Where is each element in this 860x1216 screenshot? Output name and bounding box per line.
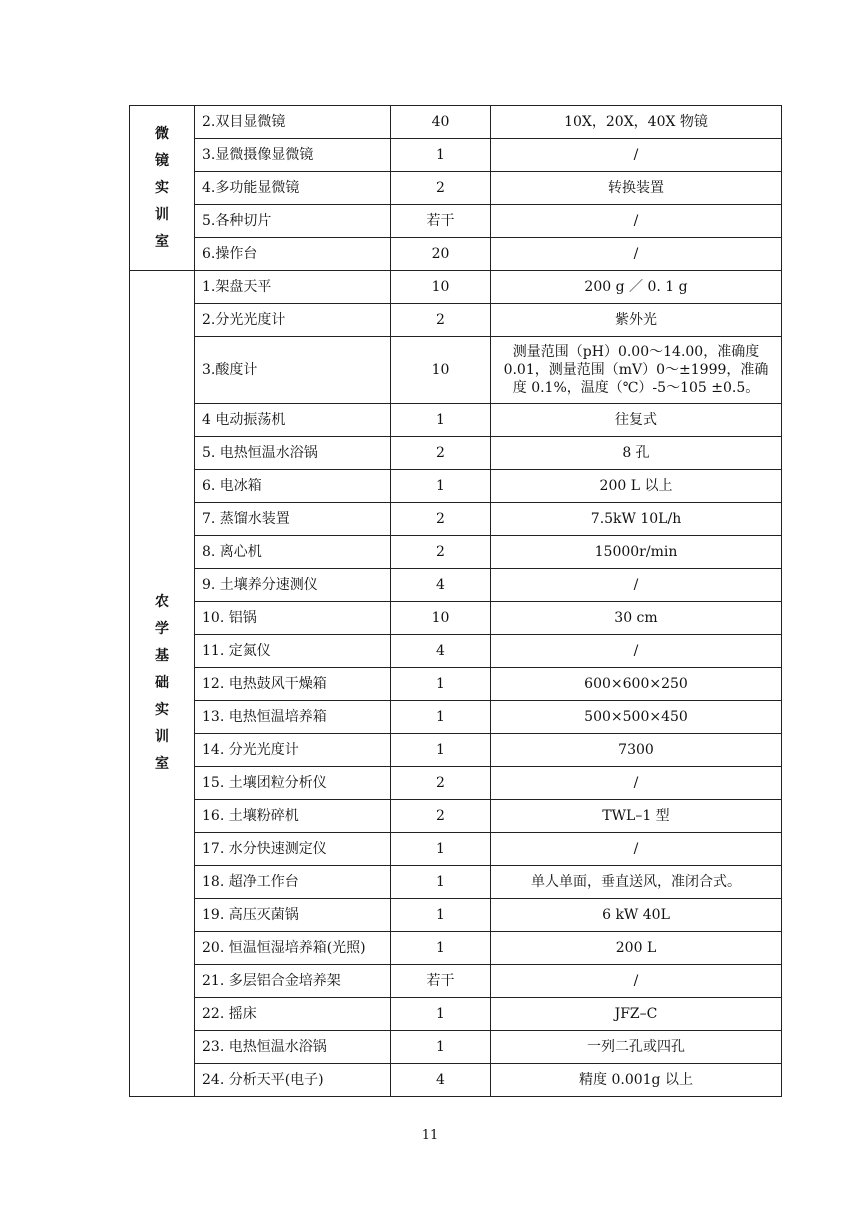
equipment-quantity: 1 xyxy=(391,833,491,866)
equipment-spec: 紫外光 xyxy=(491,304,782,337)
equipment-quantity: 4 xyxy=(391,569,491,602)
equipment-name: 23. 电热恒温水浴锅 xyxy=(195,1031,391,1064)
table-row xyxy=(130,965,782,998)
equipment-quantity: 若干 xyxy=(391,965,491,998)
equipment-name: 5. 电热恒温水浴锅 xyxy=(195,437,391,470)
table-row xyxy=(130,1064,782,1097)
equipment-name: 11. 定氮仪 xyxy=(195,635,391,668)
table-row xyxy=(130,932,782,965)
equipment-spec: 转换装置 xyxy=(491,172,782,205)
equipment-spec: 往复式 xyxy=(491,404,782,437)
equipment-name: 4.多功能显微镜 xyxy=(195,172,391,205)
equipment-spec: TWL–1 型 xyxy=(491,800,782,833)
equipment-name: 21. 多层铝合金培养架 xyxy=(195,965,391,998)
equipment-name: 14. 分光光度计 xyxy=(195,734,391,767)
table-row xyxy=(130,503,782,536)
equipment-spec: 8 孔 xyxy=(491,437,782,470)
table-row xyxy=(130,536,782,569)
table-row xyxy=(130,734,782,767)
equipment-quantity: 若干 xyxy=(391,205,491,238)
equipment-name: 24. 分析天平(电子) xyxy=(195,1064,391,1097)
equipment-quantity: 1 xyxy=(391,470,491,503)
table-row xyxy=(130,106,782,139)
equipment-quantity: 2 xyxy=(391,437,491,470)
equipment-quantity: 4 xyxy=(391,635,491,668)
equipment-name: 19. 高压灭菌锅 xyxy=(195,899,391,932)
equipment-spec: 200 L 以上 xyxy=(491,470,782,503)
equipment-quantity: 1 xyxy=(391,1031,491,1064)
table-row xyxy=(130,635,782,668)
equipment-quantity: 1 xyxy=(391,932,491,965)
equipment-name: 2.双目显微镜 xyxy=(195,106,391,139)
equipment-name: 3.酸度计 xyxy=(195,337,391,404)
equipment-quantity: 2 xyxy=(391,536,491,569)
equipment-spec: / xyxy=(491,238,782,271)
equipment-name: 16. 土壤粉碎机 xyxy=(195,800,391,833)
equipment-name: 10. 铝锅 xyxy=(195,602,391,635)
table-row xyxy=(130,800,782,833)
table-row xyxy=(130,1031,782,1064)
equipment-name: 2.分光光度计 xyxy=(195,304,391,337)
equipment-quantity: 2 xyxy=(391,172,491,205)
table-row xyxy=(130,668,782,701)
table-row xyxy=(130,205,782,238)
equipment-spec: 一列二孔或四孔 xyxy=(491,1031,782,1064)
equipment-spec: 10X，20X，40X 物镜 xyxy=(491,106,782,139)
equipment-name: 6. 电冰箱 xyxy=(195,470,391,503)
equipment-spec: 6 kW 40L xyxy=(491,899,782,932)
equipment-spec: 15000r/min xyxy=(491,536,782,569)
equipment-spec: / xyxy=(491,569,782,602)
equipment-spec: 200 g ／ 0. 1 g xyxy=(491,271,782,304)
table-row xyxy=(130,404,782,437)
table-row xyxy=(130,172,782,205)
table-row xyxy=(130,271,782,304)
room-label xyxy=(130,106,195,271)
equipment-spec: / xyxy=(491,833,782,866)
page-number: 11 xyxy=(421,1128,439,1143)
equipment-quantity: 40 xyxy=(391,106,491,139)
table-row xyxy=(130,998,782,1031)
room-label-text: 微镜实训室 xyxy=(155,125,169,250)
equipment-spec: 测量范围（pH）0.00～14.00，准确度 0.01，测量范围（mV）0～±1999，准确度 0.1%，温度（℃）-5～105 ±0.5。 xyxy=(491,337,782,404)
equipment-name: 9. 土壤养分速测仪 xyxy=(195,569,391,602)
equipment-quantity: 1 xyxy=(391,734,491,767)
equipment-name: 22. 摇床 xyxy=(195,998,391,1031)
equipment-spec: 500×500×450 xyxy=(491,701,782,734)
table-row xyxy=(130,767,782,800)
equipment-quantity: 10 xyxy=(391,602,491,635)
table-row xyxy=(130,833,782,866)
equipment-spec: / xyxy=(491,139,782,172)
equipment-name: 17. 水分快速测定仪 xyxy=(195,833,391,866)
equipment-name: 1.架盘天平 xyxy=(195,271,391,304)
equipment-name: 3.显微摄像显微镜 xyxy=(195,139,391,172)
table-row xyxy=(130,337,782,404)
table-row xyxy=(130,701,782,734)
equipment-table xyxy=(129,105,782,1097)
equipment-spec: 600×600×250 xyxy=(491,668,782,701)
equipment-spec: / xyxy=(491,635,782,668)
equipment-quantity: 20 xyxy=(391,238,491,271)
equipment-spec: 7300 xyxy=(491,734,782,767)
equipment-name: 6.操作台 xyxy=(195,238,391,271)
equipment-spec: 200 L xyxy=(491,932,782,965)
equipment-spec: 7.5kW 10L/h xyxy=(491,503,782,536)
equipment-name: 7. 蒸馏水装置 xyxy=(195,503,391,536)
equipment-quantity: 2 xyxy=(391,800,491,833)
equipment-name: 5.各种切片 xyxy=(195,205,391,238)
equipment-quantity: 1 xyxy=(391,668,491,701)
table-row xyxy=(130,899,782,932)
equipment-name: 8. 离心机 xyxy=(195,536,391,569)
equipment-spec: 30 cm xyxy=(491,602,782,635)
equipment-quantity: 2 xyxy=(391,767,491,800)
table-row xyxy=(130,866,782,899)
equipment-name: 18. 超净工作台 xyxy=(195,866,391,899)
equipment-quantity: 10 xyxy=(391,337,491,404)
equipment-spec: JFZ–C xyxy=(491,998,782,1031)
equipment-name: 4 电动振荡机 xyxy=(195,404,391,437)
equipment-quantity: 1 xyxy=(391,998,491,1031)
room-label-text: 农学基础实训室 xyxy=(155,594,169,772)
equipment-quantity: 10 xyxy=(391,271,491,304)
equipment-name: 12. 电热鼓风干燥箱 xyxy=(195,668,391,701)
equipment-quantity: 2 xyxy=(391,304,491,337)
equipment-name: 13. 电热恒温培养箱 xyxy=(195,701,391,734)
equipment-quantity: 1 xyxy=(391,404,491,437)
table-row xyxy=(130,569,782,602)
equipment-name: 15. 土壤团粒分析仪 xyxy=(195,767,391,800)
equipment-quantity: 1 xyxy=(391,866,491,899)
equipment-quantity: 2 xyxy=(391,503,491,536)
table-row xyxy=(130,470,782,503)
room-label xyxy=(130,271,195,1097)
equipment-spec: / xyxy=(491,965,782,998)
equipment-name: 20. 恒温恒湿培养箱(光照) xyxy=(195,932,391,965)
equipment-quantity: 1 xyxy=(391,701,491,734)
equipment-spec: / xyxy=(491,205,782,238)
equipment-spec: 精度 0.001g 以上 xyxy=(491,1064,782,1097)
equipment-quantity: 1 xyxy=(391,899,491,932)
equipment-quantity: 4 xyxy=(391,1064,491,1097)
table-row xyxy=(130,238,782,271)
table-row xyxy=(130,304,782,337)
table-row xyxy=(130,602,782,635)
table-row xyxy=(130,139,782,172)
equipment-table-body xyxy=(130,106,782,1097)
equipment-spec: 单人单面，垂直送风，准闭合式。 xyxy=(491,866,782,899)
table-row xyxy=(130,437,782,470)
equipment-quantity: 1 xyxy=(391,139,491,172)
equipment-spec: / xyxy=(491,767,782,800)
